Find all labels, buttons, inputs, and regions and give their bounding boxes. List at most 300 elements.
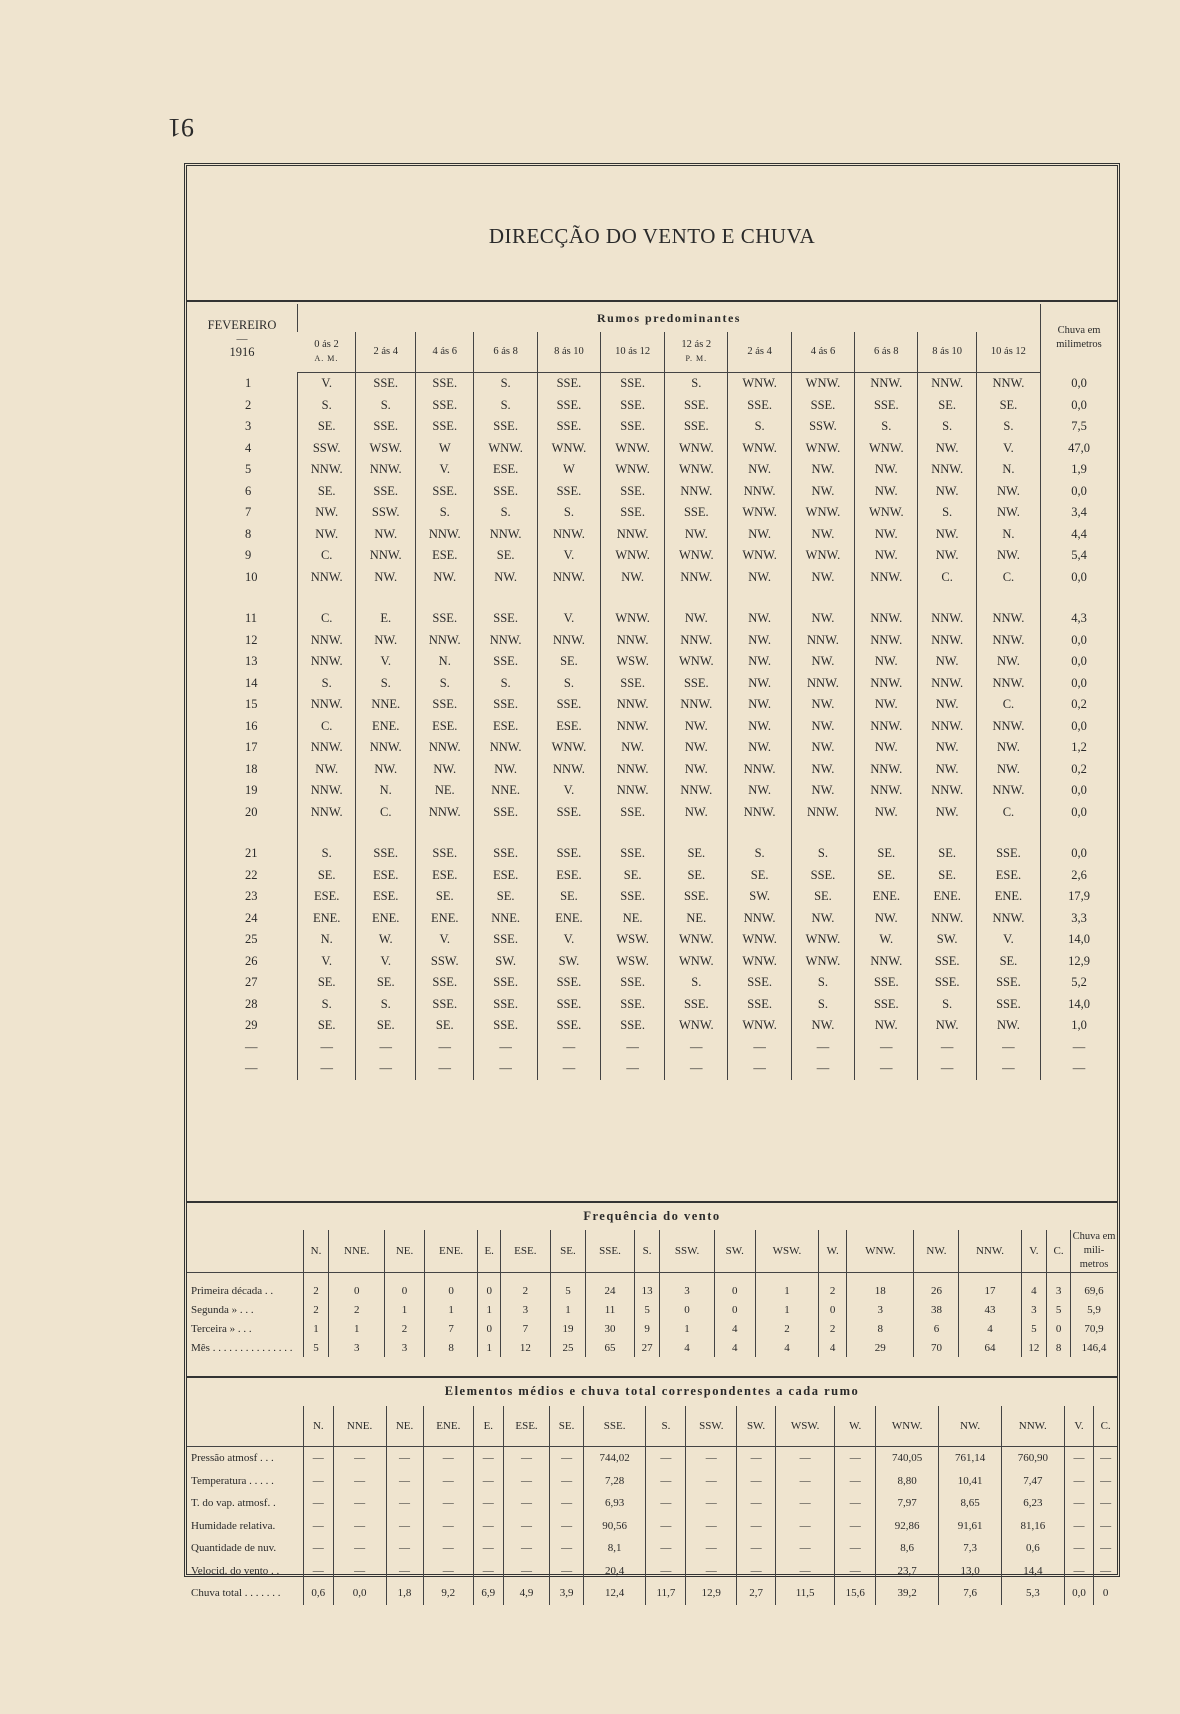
wind-cell: ENE. — [356, 716, 416, 738]
hour-header — [918, 332, 976, 373]
wind-cell: NW. — [855, 459, 918, 481]
wind-cell: NNW. — [728, 802, 791, 824]
wind-cell: WNW. — [665, 929, 728, 951]
value-cell: — — [503, 1492, 550, 1515]
rain-cell: 1,2 — [1041, 737, 1118, 759]
wind-cell: SE. — [474, 545, 537, 567]
wind-cell: NW. — [976, 502, 1040, 524]
wind-cell: SSE. — [601, 802, 665, 824]
wind-cell: NW. — [728, 780, 791, 802]
wind-cell: SSE. — [665, 416, 728, 438]
wind-cell: NW. — [976, 1015, 1040, 1037]
month-header — [187, 304, 298, 373]
hour-header — [601, 332, 665, 373]
wind-cell: S. — [474, 373, 537, 395]
wind-cell: S. — [416, 502, 474, 524]
table-row — [187, 673, 1117, 695]
value-cell: 12,4 — [583, 1582, 646, 1605]
year-label: 1916 — [229, 345, 255, 359]
rain-cell: 14,0 — [1041, 929, 1118, 951]
wind-cell: NW. — [416, 759, 474, 781]
wind-cell: SE. — [855, 843, 918, 865]
wind-cell: S. — [474, 673, 537, 695]
hour-label: 6 ás 8 — [493, 346, 518, 357]
rain-cell: 47,0 — [1041, 438, 1118, 460]
value-cell: 10,41 — [939, 1470, 1002, 1493]
value-cell: — — [304, 1515, 334, 1538]
wind-cell: NNW. — [298, 567, 356, 589]
table-row — [187, 630, 1117, 652]
value-cell: — — [1064, 1492, 1094, 1515]
count-cell: 0 — [478, 1273, 500, 1301]
rain-header: Chuva em mili-metros — [1071, 1230, 1118, 1273]
row-label: Pressão atmosf . . . — [191, 1452, 274, 1465]
wind-cell: NW. — [918, 651, 976, 673]
wind-cell: SE. — [356, 1015, 416, 1037]
count-cell: 0 — [424, 1273, 478, 1301]
wind-cell: SSW. — [791, 416, 854, 438]
rain-cell: 17,9 — [1041, 886, 1118, 908]
direction-header: SSE. — [586, 1230, 635, 1273]
direction-header: E. — [478, 1230, 500, 1273]
rain-cell: 5,9 — [1071, 1300, 1118, 1319]
wind-cell: SSE. — [474, 608, 537, 630]
count-cell: 8 — [847, 1319, 914, 1338]
wind-cell: SE. — [537, 651, 600, 673]
table-row — [187, 865, 1117, 887]
wind-cell: NW. — [918, 438, 976, 460]
table-row — [187, 567, 1117, 589]
hour-label: 8 ás 10 — [932, 346, 963, 357]
wind-cell: WNW. — [665, 951, 728, 973]
value-cell: — — [423, 1447, 473, 1470]
value-cell: — — [775, 1515, 834, 1538]
wind-cell: WSW. — [601, 951, 665, 973]
wind-cell: NNW. — [601, 694, 665, 716]
count-cell: 2 — [755, 1319, 818, 1338]
value-cell: — — [474, 1560, 504, 1583]
value-cell: — — [474, 1470, 504, 1493]
wind-cell: NW. — [728, 737, 791, 759]
wind-cell: NW. — [976, 651, 1040, 673]
wind-cell: S. — [356, 395, 416, 417]
direction-header: ESE. — [500, 1230, 550, 1273]
wind-cell: S. — [918, 994, 976, 1016]
direction-header: NNE. — [333, 1406, 386, 1447]
wind-cell: ENE. — [537, 908, 600, 930]
value-cell: 8,65 — [939, 1492, 1002, 1515]
value-cell: 0,0 — [1064, 1582, 1094, 1605]
hour-header — [855, 332, 918, 373]
group-header — [298, 304, 1041, 332]
group-label: Rumos predominantes — [597, 310, 741, 325]
wind-cell: WNW. — [728, 373, 791, 395]
value-cell: 92,86 — [876, 1515, 939, 1538]
wind-cell: WNW. — [855, 502, 918, 524]
count-cell: 4 — [714, 1319, 755, 1338]
spacer-cell — [187, 588, 298, 608]
direction-header: E. — [474, 1406, 504, 1447]
wind-cell: NNW. — [356, 459, 416, 481]
wind-cell: NW. — [791, 737, 854, 759]
table-row — [187, 886, 1117, 908]
value-cell: — — [1064, 1447, 1094, 1470]
wind-cell: SSE. — [601, 1015, 665, 1037]
wind-cell: SSE. — [474, 416, 537, 438]
wind-cell: S. — [298, 994, 356, 1016]
wind-cell: SSE. — [474, 1015, 537, 1037]
wind-cell: C. — [976, 694, 1040, 716]
rain-cell: 7,5 — [1041, 416, 1118, 438]
wind-cell: SSE. — [537, 1015, 600, 1037]
table-row — [187, 545, 1117, 567]
wind-cell: NW. — [855, 694, 918, 716]
value-cell: — — [737, 1447, 776, 1470]
wind-cell: ESE. — [416, 716, 474, 738]
value-cell: — — [386, 1492, 423, 1515]
wind-cell: SSE. — [665, 395, 728, 417]
table-row — [187, 1319, 1117, 1338]
wind-cell: S. — [537, 502, 600, 524]
wind-cell: WNW. — [601, 608, 665, 630]
day-cell: 26 — [245, 953, 258, 968]
day-cell: 24 — [245, 910, 258, 925]
wind-cell: V. — [976, 929, 1040, 951]
row-label: Chuva total . . . . . . . — [191, 1587, 281, 1600]
wind-cell: WNW. — [537, 737, 600, 759]
value-cell: — — [686, 1470, 737, 1493]
wind-cell: V. — [298, 373, 356, 395]
wind-cell: SSE. — [537, 373, 600, 395]
wind-cell: SE. — [976, 395, 1040, 417]
wind-cell: NE. — [601, 908, 665, 930]
wind-cell: SSE. — [976, 994, 1040, 1016]
value-cell: — — [775, 1560, 834, 1583]
wind-cell: NW. — [356, 630, 416, 652]
wind-cell: SSE. — [601, 481, 665, 503]
count-cell: 0 — [1047, 1319, 1071, 1338]
divider — [187, 300, 1117, 302]
wind-cell: NW. — [665, 759, 728, 781]
table-row — [187, 1058, 1117, 1080]
spacer-cell — [416, 823, 474, 843]
value-cell: 7,3 — [939, 1537, 1002, 1560]
count-cell: 1 — [755, 1300, 818, 1319]
wind-cell: SSE. — [855, 395, 918, 417]
wind-cell: ESE. — [537, 716, 600, 738]
rain-cell: 2,6 — [1041, 865, 1118, 887]
wind-cell: — — [601, 1037, 665, 1059]
value-cell: — — [550, 1447, 583, 1470]
divider — [187, 1201, 1117, 1203]
value-cell: — — [686, 1515, 737, 1538]
count-cell: 64 — [959, 1338, 1021, 1357]
wind-cell: — — [416, 1037, 474, 1059]
count-cell: 4 — [959, 1319, 1021, 1338]
value-cell: 13,0 — [939, 1560, 1002, 1583]
count-cell: 3 — [660, 1273, 714, 1301]
table-row — [187, 373, 1117, 395]
wind-cell: SSE. — [474, 481, 537, 503]
direction-header: NNE. — [329, 1230, 385, 1273]
hour-header — [728, 332, 791, 373]
wind-cell: NNE. — [474, 908, 537, 930]
row-label: Segunda » . . . — [191, 1303, 254, 1316]
table-row — [187, 951, 1117, 973]
spacer-cell — [356, 823, 416, 843]
hour-label: 4 ás 6 — [432, 346, 457, 357]
count-cell: 38 — [914, 1300, 959, 1319]
rain-cell: 0,0 — [1041, 373, 1118, 395]
wind-cell: SE. — [356, 972, 416, 994]
count-cell: 0 — [478, 1319, 500, 1338]
wind-cell: NW. — [855, 524, 918, 546]
count-cell: 1 — [329, 1319, 385, 1338]
wind-cell: SSE. — [474, 972, 537, 994]
wind-cell: — — [356, 1058, 416, 1080]
wind-cell: V. — [416, 459, 474, 481]
wind-cell: NNE. — [474, 780, 537, 802]
value-cell: — — [423, 1515, 473, 1538]
wind-cell: SSE. — [416, 843, 474, 865]
day-cell: 4 — [245, 440, 252, 455]
count-cell: 3 — [500, 1300, 550, 1319]
value-cell: 11,5 — [775, 1582, 834, 1605]
spacer-cell — [728, 823, 791, 843]
value-cell: — — [1094, 1560, 1117, 1583]
value-cell: — — [1094, 1515, 1117, 1538]
count-cell: 5 — [634, 1300, 660, 1319]
wind-cell: V. — [976, 438, 1040, 460]
value-cell: 4,9 — [503, 1582, 550, 1605]
spacer-cell — [416, 588, 474, 608]
row-label: Primeira década . . — [191, 1284, 274, 1297]
count-cell: 5 — [1047, 1300, 1071, 1319]
wind-cell: SSE. — [728, 994, 791, 1016]
table-row — [187, 1515, 1117, 1538]
wind-cell: ESE. — [356, 886, 416, 908]
wind-cell: NNW. — [537, 759, 600, 781]
value-cell: — — [1094, 1447, 1117, 1470]
wind-cell: S. — [791, 843, 854, 865]
wind-cell: NNW. — [416, 630, 474, 652]
divider — [187, 1376, 1117, 1378]
value-cell: — — [503, 1560, 550, 1583]
value-cell: — — [333, 1515, 386, 1538]
day-cell: 21 — [245, 846, 258, 861]
count-cell: 25 — [550, 1338, 585, 1357]
wind-cell: NNW. — [416, 737, 474, 759]
wind-cell: NW. — [855, 481, 918, 503]
wind-cell: NNW. — [855, 567, 918, 589]
value-cell: 7,47 — [1001, 1470, 1064, 1493]
count-cell: 0 — [819, 1300, 847, 1319]
wind-cell: NNW. — [665, 780, 728, 802]
wind-cell: V. — [537, 929, 600, 951]
wind-cell: SE. — [976, 951, 1040, 973]
wind-cell: SE. — [665, 865, 728, 887]
value-cell: — — [333, 1492, 386, 1515]
wind-cell: NNW. — [298, 630, 356, 652]
direction-header: WNW. — [847, 1230, 914, 1273]
table-row — [187, 1273, 1117, 1301]
count-cell: 0 — [714, 1300, 755, 1319]
wind-cell: NW. — [474, 567, 537, 589]
wind-cell: WNW. — [728, 545, 791, 567]
table-row — [187, 1560, 1117, 1583]
row-label: Temperatura . . . . . — [191, 1474, 274, 1487]
row-label: Velocid. do vento . . — [191, 1564, 280, 1577]
count-cell: 2 — [385, 1319, 424, 1338]
direction-header: NNW. — [1001, 1406, 1064, 1447]
table-row — [187, 908, 1117, 930]
wind-cell: SE. — [918, 843, 976, 865]
count-cell: 2 — [304, 1300, 329, 1319]
wind-cell: — — [976, 1058, 1040, 1080]
wind-cell: V. — [416, 929, 474, 951]
day-cell: 25 — [245, 932, 258, 947]
wind-cell: WNW. — [728, 951, 791, 973]
wind-cell: NNW. — [791, 802, 854, 824]
spacer-cell — [855, 588, 918, 608]
hour-label: 2 ás 4 — [373, 346, 398, 357]
wind-cell: SSE. — [601, 994, 665, 1016]
wind-cell: NW. — [791, 780, 854, 802]
direction-header: W. — [819, 1230, 847, 1273]
count-cell: 11 — [586, 1300, 635, 1319]
spacer-cell — [728, 588, 791, 608]
row-label-header — [187, 1406, 304, 1447]
rain-cell: 3,4 — [1041, 502, 1118, 524]
value-cell: — — [686, 1537, 737, 1560]
wind-cell: WSW. — [356, 438, 416, 460]
value-cell: 14,4 — [1001, 1560, 1064, 1583]
value-cell: 5,3 — [1001, 1582, 1064, 1605]
count-cell: 5 — [1021, 1319, 1047, 1338]
wind-cell: NW. — [976, 545, 1040, 567]
value-cell: 39,2 — [876, 1582, 939, 1605]
direction-header: SSW. — [686, 1406, 737, 1447]
spacer-cell — [537, 588, 600, 608]
wind-cell: SSE. — [356, 416, 416, 438]
wind-cell: NW. — [918, 737, 976, 759]
wind-cell: ESE. — [976, 865, 1040, 887]
wind-cell: NNW. — [601, 524, 665, 546]
value-cell: — — [775, 1470, 834, 1493]
wind-cell: ENE. — [356, 908, 416, 930]
day-cell: 15 — [245, 697, 258, 712]
wind-cell: SSE. — [918, 951, 976, 973]
table-row — [187, 1492, 1117, 1515]
wind-cell: SSE. — [416, 395, 474, 417]
value-cell: — — [304, 1560, 334, 1583]
wind-cell: NNW. — [356, 545, 416, 567]
wind-cell: — — [416, 1058, 474, 1080]
value-cell: — — [550, 1515, 583, 1538]
wind-cell: ESE. — [474, 865, 537, 887]
page-number: 91 — [168, 113, 194, 142]
count-cell: 13 — [634, 1273, 660, 1301]
wind-cell: V. — [537, 545, 600, 567]
wind-cell: WNW. — [791, 951, 854, 973]
wind-cell: NW. — [728, 630, 791, 652]
count-cell: 7 — [424, 1319, 478, 1338]
row-label: Terceira » . . . — [191, 1322, 252, 1335]
wind-cell: NW. — [918, 524, 976, 546]
rain-cell: 0,0 — [1041, 802, 1118, 824]
value-cell: — — [835, 1515, 876, 1538]
wind-cell: W. — [356, 929, 416, 951]
value-cell: 6,23 — [1001, 1492, 1064, 1515]
wind-cell: WNW. — [474, 438, 537, 460]
wind-cell: S. — [537, 673, 600, 695]
direction-header: W. — [835, 1406, 876, 1447]
count-cell: 0 — [660, 1300, 714, 1319]
value-cell: 11,7 — [646, 1582, 686, 1605]
wind-cell: NW. — [356, 759, 416, 781]
value-cell: — — [1094, 1470, 1117, 1493]
value-cell: — — [686, 1447, 737, 1470]
day-cell: 3 — [245, 419, 252, 434]
spacer-cell — [474, 823, 537, 843]
wind-cell: NNW. — [791, 630, 854, 652]
wind-cell: NNW. — [298, 780, 356, 802]
rain-cell: 70,9 — [1071, 1319, 1118, 1338]
hour-label: 10 ás 12 — [990, 346, 1026, 357]
wind-cell: C. — [918, 567, 976, 589]
wind-cell: NNW. — [728, 481, 791, 503]
value-cell: — — [835, 1537, 876, 1560]
wind-cell: NNW. — [918, 630, 976, 652]
table-row — [187, 416, 1117, 438]
value-cell: — — [1094, 1537, 1117, 1560]
value-cell: 1,8 — [386, 1582, 423, 1605]
value-cell: — — [775, 1447, 834, 1470]
wind-cell: SSE. — [537, 972, 600, 994]
rain-cell: 1,0 — [1041, 1015, 1118, 1037]
wind-cell: SSE. — [601, 972, 665, 994]
wind-cell: NW. — [665, 737, 728, 759]
count-cell: 1 — [755, 1273, 818, 1301]
wind-cell: NW. — [918, 481, 976, 503]
wind-cell: NNW. — [298, 802, 356, 824]
wind-cell: NNW. — [416, 802, 474, 824]
wind-cell: NW. — [976, 759, 1040, 781]
wind-cell: C. — [298, 608, 356, 630]
value-cell: — — [646, 1447, 686, 1470]
value-cell: 0,6 — [1001, 1537, 1064, 1560]
row-label: Humidade relativa. — [191, 1519, 276, 1532]
wind-cell: SSE. — [356, 843, 416, 865]
wind-cell: — — [918, 1058, 976, 1080]
wind-cell: NNW. — [298, 694, 356, 716]
rain-cell: 1,9 — [1041, 459, 1118, 481]
wind-cell: SE. — [298, 416, 356, 438]
day-cell: 14 — [245, 675, 258, 690]
wind-cell: SSE. — [474, 802, 537, 824]
row-label-header — [187, 1230, 304, 1273]
count-cell: 3 — [1021, 1300, 1047, 1319]
wind-cell: SSE. — [537, 843, 600, 865]
value-cell: — — [474, 1537, 504, 1560]
wind-cell: NW. — [918, 759, 976, 781]
value-cell: — — [686, 1492, 737, 1515]
value-cell: — — [474, 1447, 504, 1470]
hour-header — [665, 332, 728, 373]
value-cell: — — [386, 1447, 423, 1470]
wind-cell: SE. — [298, 865, 356, 887]
wind-cell: NW. — [728, 459, 791, 481]
